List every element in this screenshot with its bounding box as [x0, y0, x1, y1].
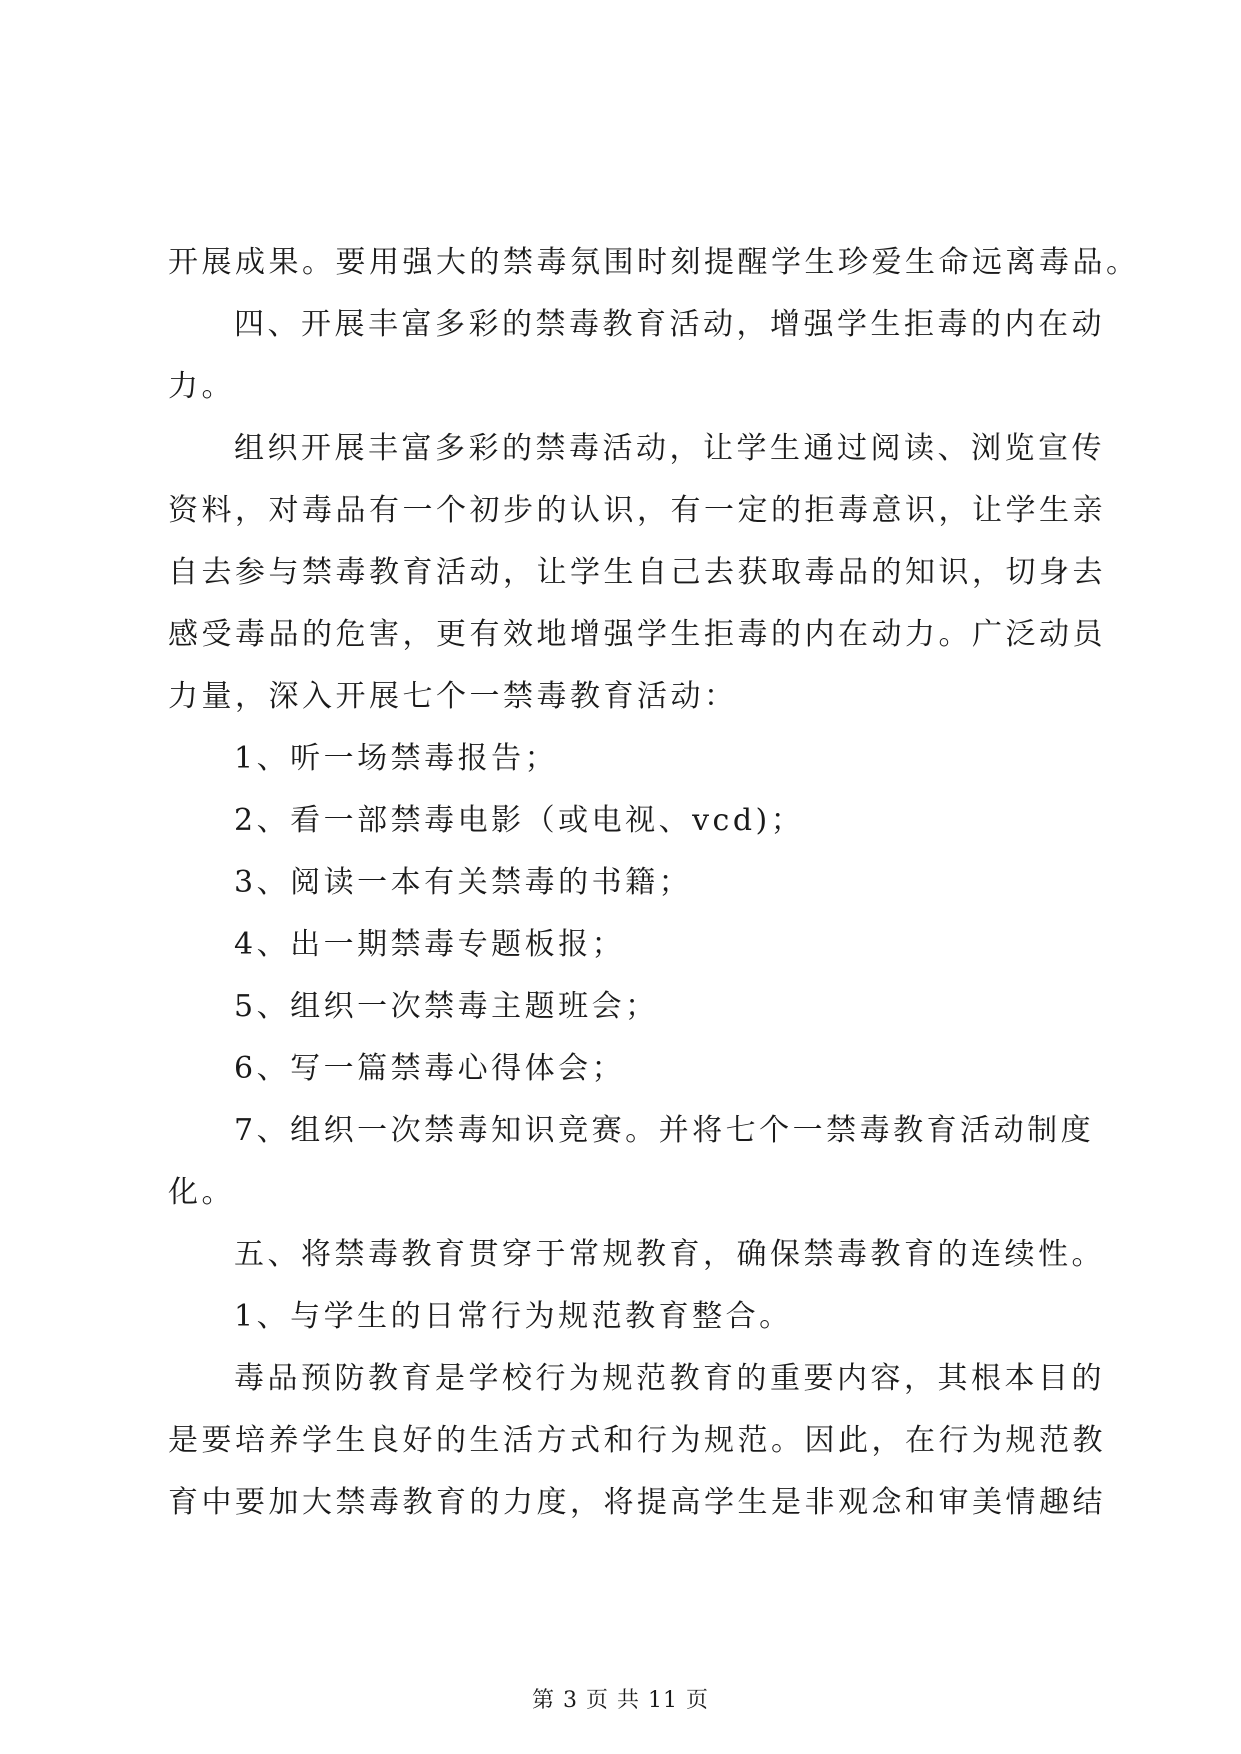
text-line: 自去参与禁毒教育活动，让学生自己去获取毒品的知识，切身去: [168, 555, 1106, 590]
text-line: 力。: [168, 369, 235, 404]
section-heading: 四、开展丰富多彩的禁毒教育活动，增强学生拒毒的内在动: [234, 307, 1105, 342]
list-item: 1、听一场禁毒报告；: [234, 741, 559, 776]
text-line: 感受毒品的危害，更有效地增强学生拒毒的内在动力。广泛动员: [168, 617, 1106, 652]
text-line: 毒品预防教育是学校行为规范教育的重要内容，其根本目的: [234, 1361, 1105, 1396]
list-item: 3、阅读一本有关禁毒的书籍；: [234, 865, 693, 900]
text-line: 育中要加大禁毒教育的力度，将提高学生是非观念和审美情趣结: [168, 1485, 1106, 1520]
text-line: 是要培养学生良好的生活方式和行为规范。因此，在行为规范教: [168, 1423, 1106, 1458]
list-item: 6、写一篇禁毒心得体会；: [234, 1051, 626, 1086]
list-item: 4、出一期禁毒专题板报；: [234, 927, 626, 962]
text-line: 力量，深入开展七个一禁毒教育活动：: [168, 679, 738, 714]
page-number-footer: 第 3 页 共 11 页: [532, 1688, 709, 1713]
text-line: 组织开展丰富多彩的禁毒活动，让学生通过阅读、浏览宣传: [234, 431, 1105, 466]
list-item: 2、看一部禁毒电影（或电视、vcd)；: [234, 803, 805, 838]
section-heading: 五、将禁毒教育贯穿于常规教育，确保禁毒教育的连续性。: [234, 1237, 1105, 1272]
subsection-heading: 1、与学生的日常行为规范教育整合。: [234, 1299, 793, 1334]
list-item: 5、组织一次禁毒主题班会；: [234, 989, 659, 1024]
text-line: 化。: [168, 1175, 235, 1210]
list-item: 7、组织一次禁毒知识竞赛。并将七个一禁毒教育活动制度: [234, 1113, 1095, 1148]
document-body: [168, 232, 1140, 1534]
text-line: 资料，对毒品有一个初步的认识，有一定的拒毒意识，让学生亲: [168, 493, 1106, 528]
text-line: 开展成果。要用强大的禁毒氛围时刻提醒学生珍爱生命远离毒品。: [168, 245, 1140, 280]
